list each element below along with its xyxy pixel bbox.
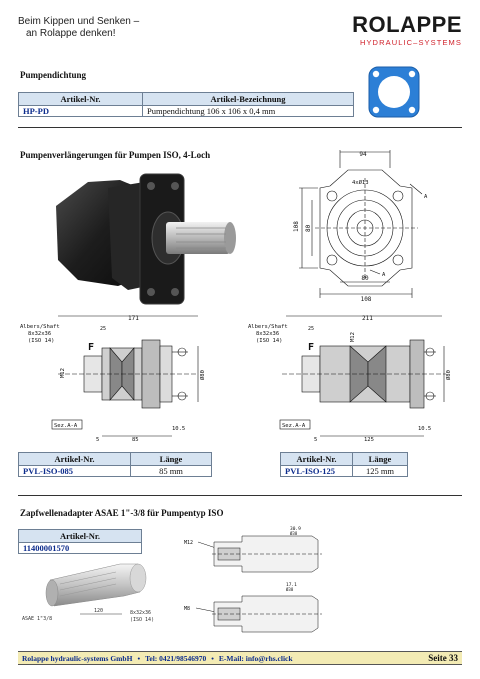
dim-left-label: 108 <box>293 221 300 232</box>
col-header-length: Länge <box>353 453 408 466</box>
article-code: PVL-ISO-125 <box>281 466 353 477</box>
dim-25: 25 <box>100 326 107 332</box>
section-title-gasket: Pumpendichtung <box>20 70 87 80</box>
article-description: Pumpendichtung 106 x 106 x 0,4 mm <box>143 106 354 117</box>
spline-label: 8x32x36 <box>256 331 280 337</box>
dim-2: 17.1 <box>286 583 297 588</box>
dim-5: 5 <box>96 437 100 443</box>
col-header-article-no: Artikel-Nr. <box>19 93 143 106</box>
article-code: HP-PD <box>19 106 143 117</box>
dim-25: 25 <box>308 326 315 332</box>
dim-2b: Ø38 <box>286 587 294 592</box>
dim-125: 125 <box>364 437 374 443</box>
table-row <box>19 106 354 117</box>
label-m8: M8 <box>184 606 191 612</box>
col-header-article-no: Artikel-Nr. <box>19 530 142 543</box>
divider <box>18 495 462 496</box>
slogan-line1: Beim Kippen und Senken – <box>18 16 140 27</box>
article-code: PVL-ISO-085 <box>19 466 131 477</box>
table-row <box>281 466 408 477</box>
iso-label: (ISO 14) <box>256 338 283 344</box>
brand-subtitle: HYDRAULIC–SYSTEMS <box>359 38 462 47</box>
label-f: F <box>308 342 315 353</box>
table-row <box>19 466 212 477</box>
gasket-image <box>366 64 422 120</box>
side-drawing-085 <box>18 310 218 446</box>
pump-extension-photo <box>48 168 238 308</box>
section-label: Sez.A-A <box>282 423 306 429</box>
dim-inner-label: 80 <box>305 224 312 232</box>
page-number: Seite 33 <box>428 653 458 663</box>
side-drawing-125 <box>246 310 462 446</box>
iso-label: (ISO 14) <box>28 338 55 344</box>
shaft-label: Albers/Shaft <box>248 324 288 330</box>
divider <box>18 127 462 128</box>
gasket-table <box>18 92 354 117</box>
label-a-bottom: A <box>382 272 386 278</box>
dim-top-label: 94 <box>359 151 367 158</box>
dim-80: Ø80 <box>446 370 452 380</box>
slogan <box>18 16 139 40</box>
brand-logo <box>352 14 462 47</box>
dim-hole-label: 4xØ13 <box>352 180 369 186</box>
dim-bottom-label: 108 <box>360 296 372 303</box>
dim-bottom-inner-label: 80 <box>361 275 369 282</box>
dim-105: 10.5 <box>172 426 186 432</box>
dim-length: 171 <box>128 315 139 322</box>
footer-email: E-Mail: info@rhs.click <box>218 653 293 663</box>
adapter-spline: 8x32x36 <box>130 610 152 616</box>
adapter-left-label: ASAE 1"3/8 <box>22 616 53 622</box>
footer-bullet: • <box>211 653 214 663</box>
section-label: Sez.A-A <box>54 423 78 429</box>
article-length: 85 mm <box>131 466 212 477</box>
dim-105: 10.5 <box>418 426 432 432</box>
footer-phone: Tel: 0421/98546970 <box>145 653 207 663</box>
dim-1: 30.9 <box>290 527 301 532</box>
footer <box>18 651 462 665</box>
article-length: 125 mm <box>353 466 408 477</box>
table-row <box>19 543 142 554</box>
label-a-top: A <box>424 194 428 200</box>
footer-bullet: • <box>137 653 141 663</box>
col-header-length: Länge <box>131 453 212 466</box>
adapter-length: 120 <box>94 608 104 614</box>
extension-table-125 <box>280 452 408 477</box>
shaft-label: Albers/Shaft <box>20 324 60 330</box>
extension-table-085 <box>18 452 212 477</box>
dim-85: 85 <box>132 437 139 443</box>
adapter-table <box>18 529 142 554</box>
label-f: F <box>88 342 95 353</box>
dim-m12: M12 <box>350 332 356 342</box>
article-code: 11400001570 <box>19 543 142 554</box>
slogan-line2: an Rolappe denken! <box>26 28 116 39</box>
front-view-drawing <box>290 148 440 303</box>
col-header-article-no: Artikel-Nr. <box>19 453 131 466</box>
adapter-photo <box>20 556 170 628</box>
dim-m12: M12 <box>60 368 66 378</box>
col-header-description: Artikel-Bezeichnung <box>143 93 354 106</box>
footer-company: Rolappe hydraulic-systems GmbH <box>22 653 133 663</box>
section-title-adapter: Zapfwellenadapter ASAE 1"-3/8 für Pumpentyp ISO <box>20 508 224 518</box>
adapter-schematic <box>182 524 326 640</box>
dim-1b: Ø38 <box>290 531 298 536</box>
col-header-article-no: Artikel-Nr. <box>281 453 353 466</box>
dim-length: 211 <box>362 315 373 322</box>
spline-label: 8x32x36 <box>28 331 52 337</box>
dim-5: 5 <box>314 437 318 443</box>
label-m12: M12 <box>184 540 194 546</box>
dim-80: Ø80 <box>200 370 206 380</box>
adapter-iso: (ISO 14) <box>130 617 155 623</box>
brand-name: ROLAPPE <box>352 12 462 37</box>
section-title-extensions: Pumpenverlängerungen für Pumpen ISO, 4-Loch <box>20 150 211 160</box>
